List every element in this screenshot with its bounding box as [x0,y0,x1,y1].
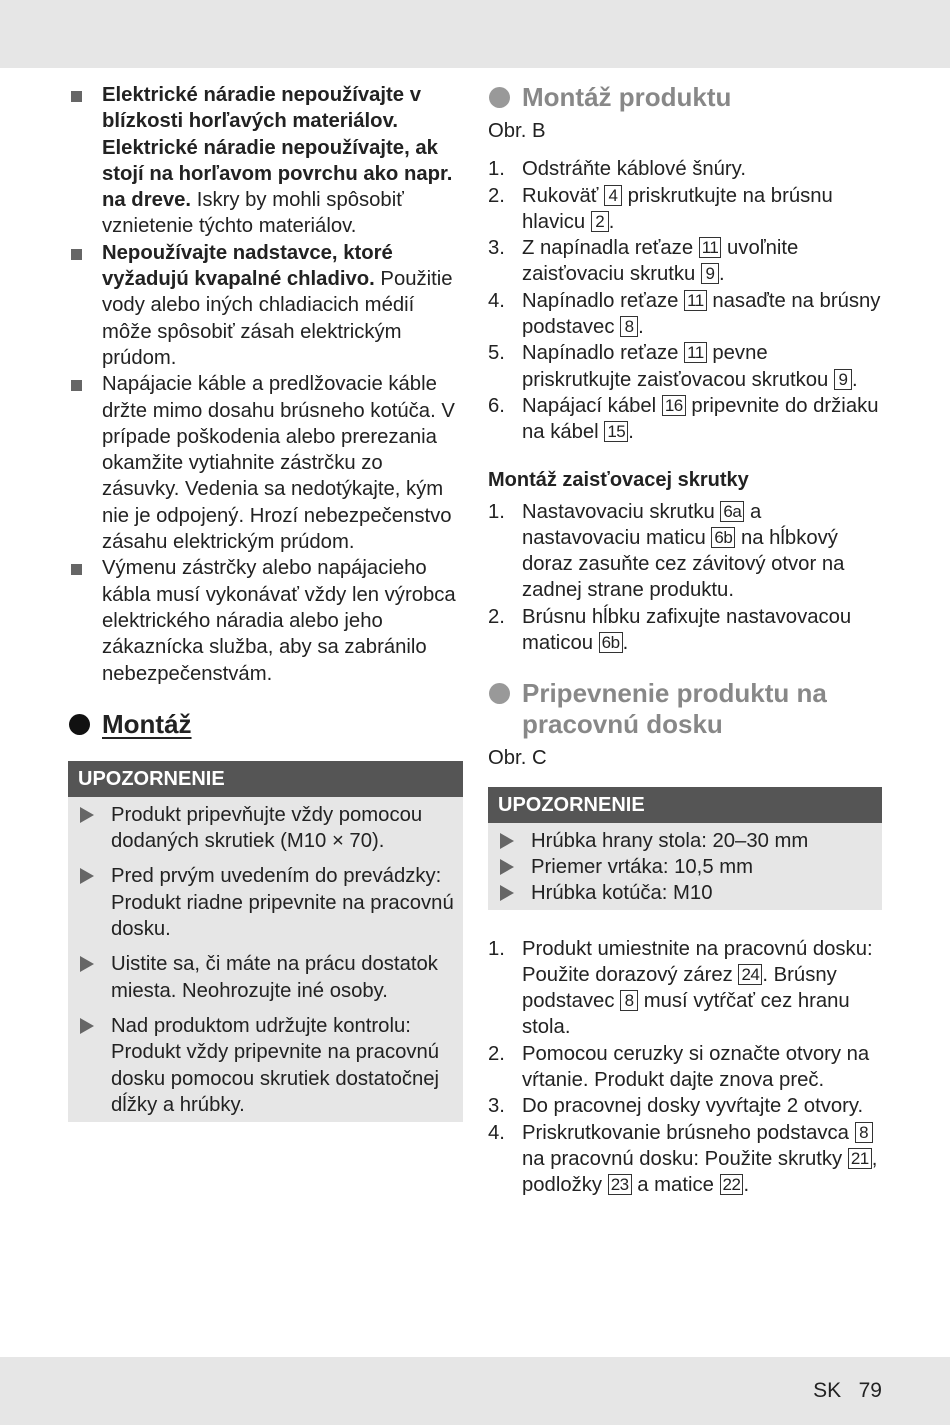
part-reference-number: 8 [620,990,638,1011]
bullet-dot-icon [69,714,90,735]
top-band [0,0,950,68]
warning-title: UPOZORNENIE [488,787,882,823]
warning-box-pripevnenie [488,787,882,910]
step-text: uvoľnite zaisťovaciu skrutku [522,237,799,286]
step-number: 2. [488,605,505,628]
bullet-item [68,555,463,686]
bullet-text: Iskry by mohli spôsobiť vznietenie týchto materiálov. [102,189,404,238]
triangle-bullet-icon [80,868,94,884]
right-column [488,82,882,1199]
step-text: . [638,316,644,339]
warning-item-text: Pred prvým uvedením do prevádzky: Produkt riadne pripevnite na pracovnú dosku. [111,865,454,941]
warning-item-text: Priemer vrtáka: 10,5 mm [531,855,754,878]
bullet-item [68,240,463,371]
step-text: na pracovnú dosku: Použite skrutky [522,1147,848,1170]
step-text: Napínadlo reťaze [522,289,685,312]
step-text: pripevnite do držiaku na kábel [522,394,879,444]
step-number: 2. [488,1042,505,1065]
square-bullet-icon [71,249,82,260]
square-bullet-icon [71,380,82,391]
zaistovacej-steps [488,499,882,657]
part-reference-number: 6b [599,632,623,653]
warning-item-text: Uistite sa, či máte na prácu dostatok miesta. Neohrozujte iné osoby. [111,953,438,1002]
step-text: Nastavovaciu skrutku [522,500,721,523]
left-column [68,82,463,1122]
bullet-dot-icon [489,87,510,108]
warning-item [488,880,882,906]
warning-item [488,854,882,880]
figure-ref-b: Obr. B [488,120,546,142]
warning-item-text: Produkt pripevňujte vždy pomocou dodaných skrutiek (M10 × 70). [111,803,423,853]
step-text: . [851,368,858,391]
part-reference-number: 15 [604,421,628,442]
warning-items [488,823,882,910]
part-reference-number: 8 [855,1122,873,1143]
step-item [488,499,882,604]
step-item [488,288,882,341]
warning-items [68,797,463,1122]
part-reference-number: 4 [604,185,622,206]
figure-ref-c: Obr. C [488,747,547,770]
step-number: 1. [488,937,505,960]
warning-item [68,951,463,1004]
bullet-dot-icon [489,683,510,704]
step-text: nasaďte na brúsny podstavec [522,289,881,339]
montaz-produktu-heading: Montáž produktu [488,82,882,113]
part-reference-number: 8 [620,316,638,337]
step-text: pevne priskrutkujte zaisťovacou skrutkou [522,342,834,391]
square-bullet-icon [71,564,82,575]
step-number: 4. [488,1121,505,1144]
warning-item [68,863,463,942]
part-reference-number: 23 [608,1174,632,1195]
part-reference-number: 11 [684,342,707,363]
part-reference-number: 24 [738,964,762,985]
zaistovacej-heading: Montáž zaisťovacej skrutky [488,468,749,491]
triangle-bullet-icon [80,807,94,823]
bullet-text: Použitie vody alebo iných chladiacich médií môže spôsobiť zásah elektrickým prúdom. [102,268,453,369]
warning-item-text: Hrúbka hrany stola: 20–30 mm [531,829,809,852]
triangle-bullet-icon [80,1018,94,1034]
part-reference-number: 16 [662,395,686,416]
step-number: 4. [488,289,505,312]
warning-item [68,1013,463,1118]
step-item [488,936,882,1041]
step-text: , podložky [522,1147,878,1197]
step-item [488,1041,882,1094]
step-number: 1. [488,158,505,181]
step-text: a nastavovaciu maticu [522,500,762,549]
bullet-bold-text: Nepoužívajte nadstavce, ktoré vyžadujú kvapalné chladivo. [102,241,393,291]
safety-bullet-list [68,82,463,687]
triangle-bullet-icon [500,859,514,875]
step-item [488,1093,882,1119]
step-text: Napínadlo reťaze [522,342,685,365]
part-reference-number: 9 [701,263,719,284]
part-reference-number: 6b [711,527,735,548]
step-text: Napájací kábel [522,394,662,417]
step-number: 3. [488,237,505,260]
step-text: Priskrutkovanie brúsneho podstavca [522,1121,855,1144]
part-reference-number: 22 [720,1174,744,1195]
step-text: . Brúsny podstavec [522,963,837,1013]
montaz-heading: Montáž [68,709,463,740]
step-text: . [608,210,615,233]
step-text: priskrutkujte na brúsnu hlavicu [522,184,833,233]
warning-title: UPOZORNENIE [68,761,463,797]
part-reference-number: 6a [720,501,744,522]
page-number: SK 79 [813,1379,882,1402]
warning-item [68,802,463,855]
bullet-bold-text: Elektrické náradie nepoužívajte v blízkosti horľavých materiálov. Elektrické náradie nepoužívajte, ak stojí na horľavom povrchu ako napr. na dreve. [102,84,453,212]
bullet-text: Výmenu zástrčky alebo napájacieho kábla musí vykonávať vždy len výrobca elektrického náradia alebo jeho zákaznícka služba, aby sa zabránilo nebezpečenstvám. [102,557,456,685]
step-text: Rukoväť [522,184,605,207]
step-text: Do pracovnej dosky vyvŕtajte 2 otvory. [522,1095,864,1118]
warning-item-text: Hrúbka kotúča: M10 [531,882,713,905]
part-reference-number: 9 [834,369,852,390]
step-item [488,604,882,657]
step-number: 5. [488,342,505,365]
step-text: Produkt umiestnite na pracovnú dosku: Použite dorazový zárez [522,937,873,986]
step-text: . [743,1174,750,1197]
part-reference-number: 2 [591,211,609,232]
square-bullet-icon [71,91,82,102]
triangle-bullet-icon [500,833,514,849]
triangle-bullet-icon [500,885,514,901]
step-item [488,235,882,288]
warning-item [488,828,882,854]
pripevnenie-steps [488,936,882,1199]
step-text: . [718,263,725,286]
step-item [488,340,882,393]
bullet-item [68,371,463,555]
step-item [488,1120,882,1199]
step-text: Odstráňte káblové šnúry. [522,158,746,181]
part-reference-number: 11 [699,237,722,258]
step-text: Brúsnu hĺbku zafixujte nastavovacou maticou [522,605,852,655]
part-reference-number: 21 [848,1148,872,1169]
warning-box-montaz [68,761,463,1122]
footer-band [0,1357,950,1425]
step-text: . [622,632,629,655]
montaz-produktu-steps [488,156,882,445]
step-text: . [628,421,634,444]
step-item [488,183,882,236]
triangle-bullet-icon [80,956,94,972]
step-number: 6. [488,394,505,417]
pripevnenie-heading: Pripevnenie produktu na pracovnú dosku [488,678,882,740]
step-text: Pomocou ceruzky si označte otvory na vŕtanie. Produkt dajte znova preč. [522,1042,870,1092]
warning-item-text: Nad produktom udržujte kontrolu: Produkt vždy pripevnite na pracovnú dosku pomocou skrutiek dostatočnej dĺžky a hrúbky. [111,1014,440,1116]
step-item [488,156,882,182]
bullet-text: Napájacie káble a predlžovacie káble držte mimo dosahu brúsneho kotúča. V prípade poškodenia alebo prerezania okamžite vytiahnite zástrčku zo zásuvky. Vedenia sa nedotýkajte, kým nie je odpojený. Hrozí nebezpečenstvo zásahu elektrickým prúdom. [102,373,455,554]
bullet-item [68,82,463,240]
step-text: na hĺbkový doraz zasuňte cez závitový otvor na zadnej strane produktu. [522,526,845,602]
part-reference-number: 11 [684,290,707,311]
step-text: a matice [631,1174,720,1197]
step-item [488,393,882,446]
step-number: 2. [488,184,505,207]
step-number: 3. [488,1095,505,1118]
step-text: Z napínadla reťaze [522,237,699,260]
step-text: musí vytŕčať cez hranu stola. [522,990,850,1039]
step-number: 1. [488,500,505,523]
